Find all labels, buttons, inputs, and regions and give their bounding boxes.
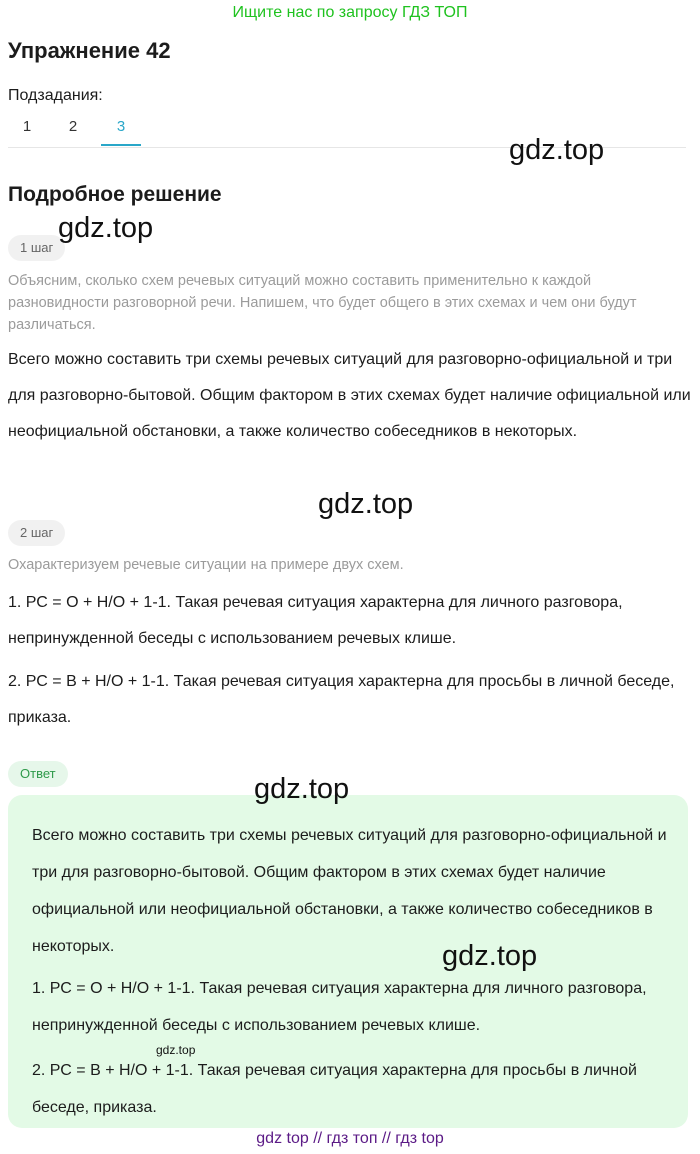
step-2-item-1: 1. РС = О + Н/О + 1-1. Такая речевая ситуация характерна для личного разговора, непринужденной беседы с использованием речевых клише. [8, 594, 623, 647]
solution-title: Подробное решение [8, 183, 222, 206]
watermark: gdz.top [509, 134, 605, 166]
tab-subtask-3[interactable]: 3 [116, 118, 126, 135]
search-banner[interactable]: Ищите нас по запросу ГДЗ ТОП [232, 4, 468, 21]
answer-text: Всего можно составить три схемы речевых ситуаций для разговорно-официальной и три для разговорно-бытовой. Общим фактором в этих схемах будет наличие официальной или неофициальной обстановки, а также количество собеседников в некоторых. [32, 827, 667, 955]
answer-item-2: 2. РС = В + Н/О + 1-1. Такая речевая ситуация характерна для просьбы в личной беседе, приказа. [32, 1062, 637, 1116]
answer-item-1: 1. РС = О + Н/О + 1-1. Такая речевая ситуация характерна для личного разговора, непринужденной беседы с использованием речевых клише. [32, 980, 647, 1034]
subtasks-label: Подзадания: [8, 87, 103, 104]
tab-subtask-2[interactable]: 2 [68, 118, 78, 135]
active-tab-indicator [101, 144, 141, 146]
page-title: Упражнение 42 [8, 38, 171, 63]
watermark: gdz.top [318, 488, 414, 520]
step-2-hint: Охарактеризуем речевые ситуации на примере двух схем. [8, 557, 404, 573]
step-1-text: Всего можно составить три схемы речевых ситуаций для разговорно-официальной и три для разговорно-бытовой. Общим фактором в этих схемах будет наличие официальной или неофициальной обстановки, а также количество собеседников в некоторых. [8, 351, 691, 440]
watermark: gdz.top [58, 212, 154, 244]
step-2-item-2: 2. РС = В + Н/О + 1-1. Такая речевая ситуация характерна для просьбы в личной беседе, приказа. [8, 673, 675, 726]
watermark: gdz.top [442, 940, 538, 972]
watermark: gdz.top [254, 773, 350, 805]
tab-subtask-1[interactable]: 1 [22, 118, 32, 135]
step-1-hint: Объясним, сколько схем речевых ситуаций можно составить применительно к каждой разновидности разговорной речи. Напишем, что будет общего в этих схемах и чем они будут различаться. [8, 273, 637, 333]
step-badge-2: 2 шаг [8, 520, 65, 546]
watermark: gdz.top [156, 1043, 196, 1057]
step-badge-1: 1 шаг [8, 235, 65, 261]
answer-badge: Ответ [8, 761, 68, 787]
footer-links[interactable]: gdz top // гдз топ // гдз top [256, 1130, 444, 1147]
